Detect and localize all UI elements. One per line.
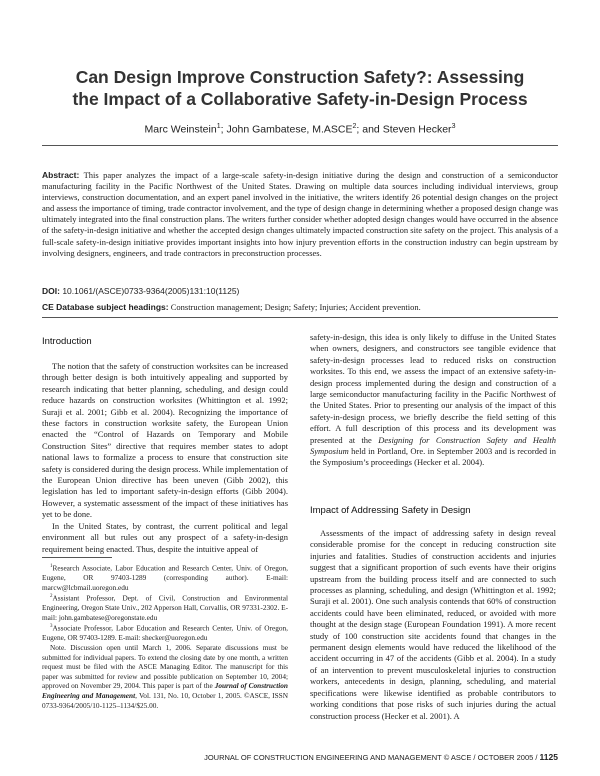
doi-label: DOI:: [42, 286, 60, 296]
author-2: John Gambatese, M.ASCE: [226, 123, 353, 136]
subject-headings: [42, 302, 558, 312]
page-number: 1125: [539, 752, 558, 762]
author-separator: ;: [220, 123, 227, 136]
footnotes: [42, 562, 288, 710]
footer-journal-citation: JOURNAL OF CONSTRUCTION ENGINEERING AND MANAGEMENT © ASCE / OCTOBER 2005 /: [204, 753, 540, 762]
header-divider: [42, 145, 558, 146]
footnote-2: [42, 592, 288, 622]
abstract-text: This paper analyzes the impact of a large-scale safety-in-design initiative during the design and construction of a semiconductor manufacturing facility in the Pacific Northwest of the United States. Drawing on multiple data sources including individual interviews, group interviews, construction documentation, and an expert panel involved in the initiative, the writers identify 26 potential design changes on the project and assess the importance of timing, trade contractor involvement, and the type of design change in determining whether a proposed design change was ultimately integrated into the final construction plans. The writers further consider whether adopted design changes would have occurred in the absence of the safety-in-design initiative and whether the accepted design changes ultimately impacted construction site safety on the project. This analysis of a full-scale safety-in-design initiative provides important insights into how injury prevention efforts in the construction industry can begin upstream by involving designers, engineers, and trade contractors in preconstruction processes.: [42, 170, 558, 258]
paper-title: [20, 66, 580, 110]
abstract: [42, 170, 558, 259]
footnote-3: [42, 622, 288, 643]
author-1: Marc Weinstein: [144, 123, 217, 136]
abstract-label: Abstract:: [42, 170, 80, 180]
page-footer: [42, 752, 558, 762]
footnote-1-text: Research Associate, Labor Education and Research Center, Univ. of Oregon, Eugene, OR 97403-1289 (corresponding author). E-mail: marcw@lcbmail.uoregon.edu: [42, 563, 288, 592]
impact-paragraph: Assessments of the impact of addressing safety in design reveal considerable promise for the concept in reducing construction site injuries and fatalities. Studies of construction accidents and injuries suggest that a significant proportion of such events have their origins upstream from the building process itself and are connected to such processes as planning, scheduling, and design (Whittington et al. 1992; Suraji et al. 2001). One such analysis contends that 60% of construction accidents could have been eliminated, reduced, or avoided with more thought at the design stage (European Foundation 1991). A more recent study of 100 construction site accidents found that changes in the permanent design elements would have reduced the likelihood of the accident occurring in 47 of the accidents (Gibb et al. 2004). In a study of an intervention to prevent musculoskeletal injuries to construction workers, antecedents in design, planning, scheduling, and material specifications were likewise identified as probable contributors to working conditions that pose risks of such injuries during the actual construction process (Hecker et al. 2001). A: [310, 528, 556, 721]
symposium-name: Designing for Construction Safety and Health Symposium: [310, 434, 556, 457]
subject-headings-label: CE Database subject headings:: [42, 302, 169, 312]
intro-paragraph-2: In the United States, by contrast, the current political and legal environment all but rules out any prospect of a safety-in-design requirement being enacted. Thus, despite the intuitive appeal of: [42, 520, 288, 554]
author-separator: ; and: [356, 123, 383, 136]
footnote-3-mark: 3: [50, 624, 53, 630]
author-3-affiliation-mark: 3: [451, 123, 456, 130]
author-1-affiliation-mark: 1: [216, 123, 221, 130]
footnote-1-mark: 1: [50, 564, 53, 569]
impact-heading: Impact of Addressing Safety in Design: [310, 505, 471, 516]
introduction-heading: Introduction: [42, 336, 92, 347]
abstract-divider: [42, 317, 558, 318]
right-paragraph-1: [310, 332, 556, 469]
introduction-body: [42, 361, 288, 555]
impact-body: [310, 528, 556, 722]
footnote-2-text: Assistant Professor, Dept. of Civil, Construction and Environmental Engineering, Oregon State Univ., 202 Apperson Hall, Corvallis, OR 97331-2302. E-mail: john.gambatese@oregonstate.edu: [42, 593, 288, 622]
editorial-note-text: Note. Discussion open until March 1, 2006. Separate discussions must be submitted for individual papers. To extend the closing date by one month, a written request must be filed with the ASCE Managing Editor. The manuscript for this paper was submitted for review and possible publication on September 10, 2004; approved on November 29, 2004. This paper is part of the: [42, 643, 288, 691]
editorial-note: [42, 643, 288, 710]
right-paragraph-1-text: safety-in-design, this idea is only likely to diffuse in the United States when owners, designers, and constructors see tangible evidence that safety-in-design processes lead to reduced risks on construction worksites. To this end, we assess the impact of an extensive safety-in-design process implemented during the design and construction of a large semiconductor manufacturing facility in the Pacific Northwest of the United States. Prior to presenting our analysis of the impact of this safety-in-design process, we briefly describe the field setting of this effort. A full description of this process and its development was presented at the: [310, 332, 556, 445]
author-2-affiliation-mark: 2: [352, 123, 357, 130]
doi-value: 10.1061/(ASCE)0733-9364(2005)131:10(1125): [62, 286, 240, 296]
footnote-2-mark: 2: [50, 594, 53, 600]
right-column-body: [310, 332, 556, 469]
title-line-1: Can Design Improve Construction Safety?: Assessing: [75, 67, 525, 87]
footnote-1: [42, 562, 288, 592]
author-3: Steven Hecker: [382, 123, 452, 136]
journal-name: Journal of Construction Engineering and Management: [42, 681, 288, 700]
doi-line: [42, 286, 558, 296]
footnote-divider: [42, 557, 112, 558]
title-line-2: the Impact of a Collaborative Safety-in-Design Process: [72, 89, 528, 109]
subject-headings-value: Construction management; Design; Safety; Injuries; Accident prevention.: [170, 302, 421, 312]
intro-paragraph-1: The notion that the safety of construction worksites can be increased through better design is both intuitively appealing and supported by research indicating that better planning, scheduling, and design could reduce hazards on construction worksites (Whittington et al. 1992; Suraji et al. 2001; Gibb et al. 2004). Recognizing the importance of these factors in construction worksite safety, the European Union enacted the “Control of Hazards on Temporary and Mobile Construction Sites” directive that requires member states to adopt national laws to formalize a process to ensure that construction site safety is considered during the design process. While implementation of the European Union directive has been uneven (Gibb 2002), this legislation has led to important safety-in-design efforts (Gibb 2004). However, a systematic assessment of the impact of these initiatives has yet to be done.: [42, 361, 288, 520]
right-paragraph-1-end: held in Portland, Ore. in September 2003 and is recorded in the Symposium’s proceedings (Hecker et al. 2004).: [310, 446, 556, 468]
author-list: [20, 123, 580, 136]
footnote-3-text: Associate Professor, Labor Education and Research Center, Univ. of Oregon, Eugene, OR 97403-1289. E-mail: shecker@uoregon.edu: [42, 623, 288, 643]
editorial-note-citation: , Vol. 131, No. 10, October 1, 2005. ©ASCE, ISSN 0733-9364/2005/10-1125–1134/$25.00.: [42, 690, 288, 710]
